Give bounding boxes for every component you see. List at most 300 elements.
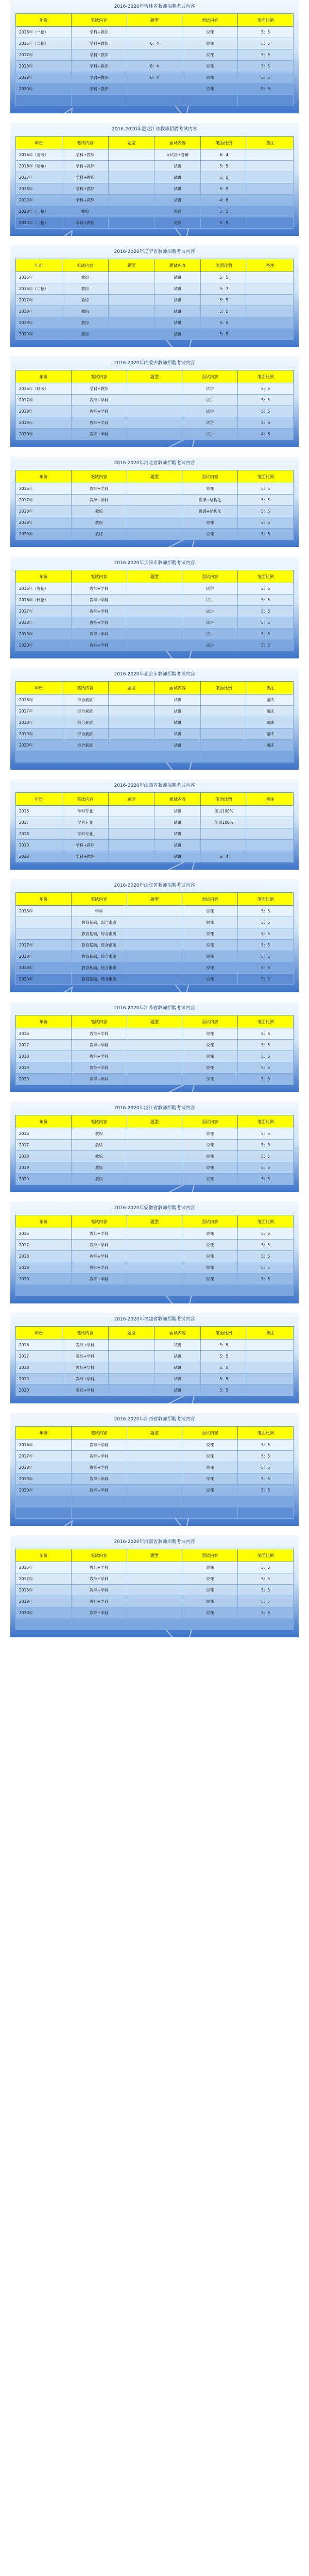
table-cell: 5：5 — [238, 1562, 294, 1573]
table-cell — [127, 917, 182, 928]
table-cell — [247, 1351, 294, 1362]
table-cell: 教综+学科 — [71, 1062, 127, 1074]
table-cell: 综合素质 — [62, 728, 108, 740]
table-cell — [247, 1385, 294, 1396]
column-header: 面试内容 — [182, 1549, 238, 1562]
section-bottom-padding — [10, 1085, 299, 1092]
table-cell: 教综+学科 — [71, 483, 127, 495]
table-row — [16, 1473, 294, 1485]
table-cell — [201, 706, 247, 717]
table-cell — [108, 1340, 154, 1351]
table-row — [16, 1251, 294, 1262]
table-cell: 5：5 — [238, 906, 294, 917]
table-cell: 2018年 — [16, 406, 72, 417]
table-cell: 试讲 — [154, 317, 201, 329]
table-cell: 说课 — [182, 61, 238, 72]
table-row — [16, 272, 294, 283]
table-cell: 5：5 — [238, 1040, 294, 1051]
table-cell: 6：4 — [127, 38, 182, 49]
table-cell — [71, 1507, 127, 1519]
table-cell: 5：5 — [201, 217, 247, 229]
table-cell: 5：5 — [238, 1274, 294, 1285]
table-cell: 2016年（二招） — [16, 38, 72, 49]
table-cell: 5：7 — [201, 283, 247, 295]
column-header: 笔面比例 — [238, 1115, 294, 1128]
table-cell: 2016年 — [16, 694, 62, 706]
table-cell: 6：4 — [127, 61, 182, 72]
table-cell — [108, 1385, 154, 1396]
table-row — [16, 1439, 294, 1451]
table-cell: 2018年 — [16, 183, 62, 195]
section-spacer — [0, 1192, 309, 1201]
table-cell — [127, 1585, 182, 1596]
table-row — [16, 295, 294, 306]
table-header-row — [16, 370, 294, 383]
column-header: 题型 — [127, 570, 182, 583]
table-cell: 教综+学科 — [71, 1240, 127, 1251]
table-cell — [238, 1285, 294, 1296]
exam-table — [15, 13, 294, 106]
exam-table — [15, 1015, 294, 1085]
table-cell: 说课 — [154, 217, 201, 229]
table-cell: 试讲 — [154, 161, 201, 172]
table-cell: 2016 — [16, 1340, 62, 1351]
column-header: 年份 — [16, 14, 72, 27]
table-cell: 说课 — [182, 49, 238, 61]
column-header: 题型 — [127, 470, 182, 483]
table-cell: 2019年 — [16, 72, 72, 83]
table-cell — [108, 317, 154, 329]
table-cell: 5：5 — [238, 1162, 294, 1174]
table-cell: 教综 — [71, 506, 127, 517]
table-cell: 试讲 — [154, 272, 201, 283]
table-cell — [127, 1473, 182, 1485]
table-cell — [182, 1507, 238, 1519]
table-cell — [127, 506, 182, 517]
table-cell — [127, 1562, 182, 1573]
section-title: 2016-2020年内蒙古教师招聘考试内容 — [114, 361, 195, 366]
table-cell: 2018年 — [16, 717, 62, 728]
table-cell — [127, 95, 182, 106]
exam-section — [10, 1201, 299, 1303]
table-cell: 5：5 — [238, 72, 294, 83]
table-cell — [127, 1240, 182, 1251]
section-spacer — [0, 347, 309, 357]
table-cell: 试讲 — [154, 806, 201, 817]
table-header-row — [16, 259, 294, 272]
table-cell: 5：5 — [238, 974, 294, 985]
table-cell: 教综+学科 — [71, 1607, 127, 1619]
column-header: 年份 — [16, 470, 72, 483]
table-cell: 2018年 — [16, 306, 62, 317]
table-cell: 2019年 — [16, 962, 72, 974]
table-cell: 教综 — [71, 1151, 127, 1162]
column-header: 备注 — [247, 793, 294, 806]
table-cell — [247, 317, 294, 329]
table-cell: 试讲 — [182, 383, 238, 395]
table-cell — [108, 840, 154, 851]
table-cell: 5：5 — [238, 406, 294, 417]
table-cell: 5：5 — [238, 640, 294, 651]
table-cell — [127, 595, 182, 606]
table-cell: 2019年 — [16, 1596, 72, 1607]
table-cell — [108, 1351, 154, 1362]
table-cell: 教综 — [62, 317, 108, 329]
table-cell: 2020 — [16, 851, 62, 862]
table-cell: 综合素质 — [62, 740, 108, 751]
table-cell: 学科+教综 — [71, 83, 127, 95]
table-row — [16, 317, 294, 329]
table-cell — [247, 306, 294, 317]
table-cell: 试讲 — [154, 1385, 201, 1396]
table-cell — [127, 483, 182, 495]
table-cell — [127, 1596, 182, 1607]
table-cell: 2017 — [16, 1240, 72, 1251]
table-row — [16, 951, 294, 962]
table-cell: 6：4 — [127, 72, 182, 83]
column-header: 年份 — [16, 1015, 72, 1028]
section-spacer — [0, 1526, 309, 1535]
table-cell: 2017 — [16, 1140, 72, 1151]
table-cell: 5：5 — [201, 306, 247, 317]
table-cell: 教综 — [71, 517, 127, 529]
table-cell: 教综+学科 — [71, 1485, 127, 1496]
table-cell: 说课 — [182, 38, 238, 49]
column-header: 笔面比例 — [238, 893, 294, 906]
table-cell — [127, 1285, 182, 1296]
table-cell — [16, 917, 72, 928]
table-cell: 2019年 — [16, 1473, 72, 1485]
table-cell: 学科 — [71, 906, 127, 917]
exam-section — [10, 1313, 299, 1403]
table-cell — [16, 95, 72, 106]
table-row — [16, 928, 294, 940]
table-cell — [108, 1362, 154, 1374]
section-bottom-padding — [10, 1396, 299, 1403]
table-cell: 5：5 — [238, 1028, 294, 1040]
table-cell: 5：5 — [238, 940, 294, 951]
table-cell: 笔试100% — [201, 817, 247, 828]
table-row — [16, 149, 294, 161]
table-cell — [108, 172, 154, 183]
table-cell — [127, 383, 182, 395]
table-row — [16, 195, 294, 206]
exam-section — [10, 1413, 299, 1526]
table-row — [16, 1051, 294, 1062]
table-cell: 5：5 — [238, 517, 294, 529]
table-cell — [71, 95, 127, 106]
table-cell: 5：5 — [238, 951, 294, 962]
table-cell: 2019年 — [16, 417, 72, 429]
table-cell: 2020年 — [16, 1607, 72, 1619]
table-row — [16, 217, 294, 229]
table-row — [16, 606, 294, 617]
table-row — [16, 751, 294, 762]
section-title: 2016-2020年江苏省教师招聘考试内容 — [114, 1006, 195, 1011]
table-cell: 2020年 — [16, 1485, 72, 1496]
table-cell: 说课 — [182, 1462, 238, 1473]
table-cell — [247, 1340, 294, 1351]
table-cell: 试讲 — [182, 395, 238, 406]
column-header: 面试内容 — [182, 1215, 238, 1228]
table-cell: 说课 — [182, 940, 238, 951]
table-cell: 试讲 — [182, 617, 238, 629]
table-row — [16, 828, 294, 840]
table-cell — [201, 840, 247, 851]
table-cell: 6：4 — [201, 149, 247, 161]
table-row — [16, 1573, 294, 1585]
table-cell — [127, 640, 182, 651]
table-cell: 5：5 — [238, 1240, 294, 1251]
table-cell: 2019年 — [16, 728, 62, 740]
column-header: 面试内容 — [154, 682, 201, 694]
table-cell — [108, 817, 154, 828]
table-cell: 学科+教综 — [62, 172, 108, 183]
table-cell: 试讲 — [154, 694, 201, 706]
table-cell: 教综+学科 — [62, 1362, 108, 1374]
exam-table — [15, 1115, 294, 1185]
table-row — [16, 1274, 294, 1285]
table-cell — [127, 629, 182, 640]
table-row — [16, 172, 294, 183]
table-cell — [127, 1151, 182, 1162]
table-cell: 5：5 — [238, 1228, 294, 1240]
table-cell — [108, 161, 154, 172]
table-cell: 2019 — [16, 1374, 62, 1385]
table-row — [16, 595, 294, 606]
table-cell: 说课 — [182, 1451, 238, 1462]
section-title: 2016-2020年浙江省教师招聘考试内容 — [114, 1106, 195, 1111]
table-cell: 教育基础，综合素质 — [71, 940, 127, 951]
table-cell: 2018 — [16, 1051, 72, 1062]
table-cell: 笔试100% — [201, 806, 247, 817]
table-cell: 说课 — [182, 1028, 238, 1040]
table-cell: 学科专业 — [62, 828, 108, 840]
table-cell: 2019 — [16, 1162, 72, 1174]
table-cell: 说课 — [182, 951, 238, 962]
section-title: 2016-2020年河北省教师招聘考试内容 — [114, 461, 195, 466]
table-cell — [127, 1274, 182, 1285]
table-row — [16, 1128, 294, 1140]
column-header: 年份 — [16, 1115, 72, 1128]
table-row — [16, 1262, 294, 1274]
table-cell — [127, 1451, 182, 1462]
column-header: 年份 — [16, 1327, 62, 1340]
table-cell: 说课 — [182, 928, 238, 940]
table-cell: 学科+教综 — [71, 383, 127, 395]
exam-section — [10, 0, 299, 113]
column-header: 笔试内容 — [71, 570, 127, 583]
table-cell — [127, 1040, 182, 1051]
table-cell: 说课 — [182, 83, 238, 95]
table-cell — [127, 1228, 182, 1240]
table-cell — [201, 740, 247, 751]
table-cell: 试讲 — [154, 728, 201, 740]
table-row — [16, 1585, 294, 1596]
column-header: 题型 — [108, 259, 154, 272]
table-cell: 5：5 — [238, 27, 294, 38]
table-header-row — [16, 14, 294, 27]
table-cell: 综合素质 — [62, 694, 108, 706]
table-cell: 2018年 — [16, 1462, 72, 1473]
table-row — [16, 1596, 294, 1607]
table-cell: 试讲 — [154, 329, 201, 340]
column-header: 笔面比例 — [238, 370, 294, 383]
table-cell: 2020 — [16, 1174, 72, 1185]
table-cell: 教育基础，综合素质 — [71, 917, 127, 928]
table-cell — [247, 1374, 294, 1385]
table-cell: 说课+结构化 — [182, 506, 238, 517]
table-cell: 5：5 — [201, 1374, 247, 1385]
table-cell — [127, 517, 182, 529]
column-header: 笔试内容 — [71, 1427, 127, 1439]
column-header: 笔面比例 — [238, 1427, 294, 1439]
exam-section — [10, 245, 299, 347]
table-cell: 5：5 — [238, 383, 294, 395]
table-cell — [108, 206, 154, 217]
table-cell: 面试 — [247, 706, 294, 717]
table-cell — [108, 306, 154, 317]
table-cell — [127, 617, 182, 629]
table-row — [16, 694, 294, 706]
table-cell — [127, 1174, 182, 1185]
table-row — [16, 1374, 294, 1385]
table-cell — [127, 1251, 182, 1262]
column-header: 题型 — [108, 682, 154, 694]
table-cell: 说课 — [182, 1062, 238, 1074]
table-cell: 教综+学科 — [71, 1562, 127, 1573]
table-cell: 2020年 — [16, 974, 72, 985]
table-cell: 试讲 — [182, 629, 238, 640]
table-row — [16, 1174, 294, 1185]
table-cell: 2019年 — [16, 195, 62, 206]
table-cell: 学科+教综 — [62, 161, 108, 172]
table-cell — [182, 95, 238, 106]
table-cell: 教综+学科 — [71, 417, 127, 429]
table-cell — [247, 817, 294, 828]
table-cell: 2020年（一招） — [16, 206, 62, 217]
table-row — [16, 483, 294, 495]
table-cell: 2020年 — [16, 429, 72, 440]
column-header: 面试内容 — [182, 570, 238, 583]
table-cell: 2017年 — [16, 395, 72, 406]
table-cell: 2018年 — [16, 61, 72, 72]
table-cell: 学科+教综 — [62, 149, 108, 161]
table-cell: 说课 — [182, 1251, 238, 1262]
table-cell: 2016年 — [16, 272, 62, 283]
column-header: 年份 — [16, 682, 62, 694]
table-cell — [247, 806, 294, 817]
column-header: 笔面比例 — [238, 470, 294, 483]
table-cell — [247, 851, 294, 862]
table-cell — [127, 1062, 182, 1074]
table-cell — [108, 717, 154, 728]
table-row — [16, 740, 294, 751]
table-cell: 5：5 — [238, 1607, 294, 1619]
table-cell: 说课 — [182, 1162, 238, 1174]
table-cell: 教综 — [62, 283, 108, 295]
section-title: 2016-2020年吉林省教师招聘考试内容 — [114, 4, 195, 9]
exam-section — [10, 456, 299, 547]
exam-table — [15, 136, 294, 229]
table-cell: 5：5 — [238, 1473, 294, 1485]
table-cell: 教综 — [62, 329, 108, 340]
column-header: 年份 — [16, 793, 62, 806]
table-cell — [182, 1285, 238, 1296]
table-cell — [127, 1462, 182, 1473]
table-cell: 5：5 — [201, 295, 247, 306]
table-header-row — [16, 1015, 294, 1028]
table-cell: 2016年（春招） — [16, 583, 72, 595]
column-header: 年份 — [16, 259, 62, 272]
table-cell: 5：5 — [238, 483, 294, 495]
table-cell: 2017 — [16, 817, 62, 828]
table-row — [16, 1485, 294, 1496]
table-cell — [127, 1140, 182, 1151]
table-row — [16, 640, 294, 651]
section-spacer — [0, 236, 309, 245]
table-cell: 试讲 — [154, 840, 201, 851]
table-header-row — [16, 682, 294, 694]
table-cell: 5：5 — [238, 529, 294, 540]
exam-section — [10, 1002, 299, 1092]
table-row — [16, 95, 294, 106]
column-header: 面试内容 — [154, 259, 201, 272]
column-header: 题型 — [127, 1215, 182, 1228]
table-cell: 试讲 — [182, 406, 238, 417]
table-cell: 学科+教综 — [71, 49, 127, 61]
table-cell: 教综+学科 — [71, 1274, 127, 1285]
section-title: 2016-2020年黑龙江省教师招聘考试内容 — [111, 127, 198, 132]
table-cell: 5：5 — [238, 583, 294, 595]
table-cell: 2019年 — [16, 317, 62, 329]
table-cell: 5：5 — [238, 1439, 294, 1451]
table-cell: 2016年（哈市） — [16, 161, 62, 172]
column-header: 题型 — [127, 1115, 182, 1128]
section-spacer — [0, 1303, 309, 1313]
table-cell: 教育基础，综合素质 — [71, 962, 127, 974]
table-cell: 教综+学科 — [71, 429, 127, 440]
table-cell: 5：5 — [238, 1128, 294, 1140]
table-cell: 说课 — [182, 1174, 238, 1185]
column-header: 笔面比例 — [238, 14, 294, 27]
table-cell: 5：5 — [201, 1385, 247, 1396]
table-cell — [127, 1619, 182, 1630]
table-cell — [127, 606, 182, 617]
table-cell: 教综+学科 — [71, 1473, 127, 1485]
section-title: 2016-2020年河南省教师招聘考试内容 — [114, 1539, 195, 1545]
table-cell — [127, 940, 182, 951]
table-cell: 说课 — [182, 1274, 238, 1285]
column-header: 面试内容 — [154, 793, 201, 806]
table-row — [16, 283, 294, 295]
table-cell: 4：6 — [238, 417, 294, 429]
table-cell: 学科+教综 — [62, 851, 108, 862]
table-cell: 2020年 — [16, 329, 62, 340]
column-header: 年份 — [16, 137, 62, 149]
table-cell: 教综 — [62, 206, 108, 217]
table-cell: 教综 — [62, 306, 108, 317]
table-row — [16, 1074, 294, 1085]
table-cell — [247, 283, 294, 295]
section-spacer — [0, 1403, 309, 1413]
table-cell: 说课 — [182, 1439, 238, 1451]
table-cell: 试讲 — [154, 295, 201, 306]
table-cell — [127, 529, 182, 540]
table-row — [16, 306, 294, 317]
table-cell: 学科专业 — [62, 817, 108, 828]
table-cell: 教综 — [71, 1140, 127, 1151]
